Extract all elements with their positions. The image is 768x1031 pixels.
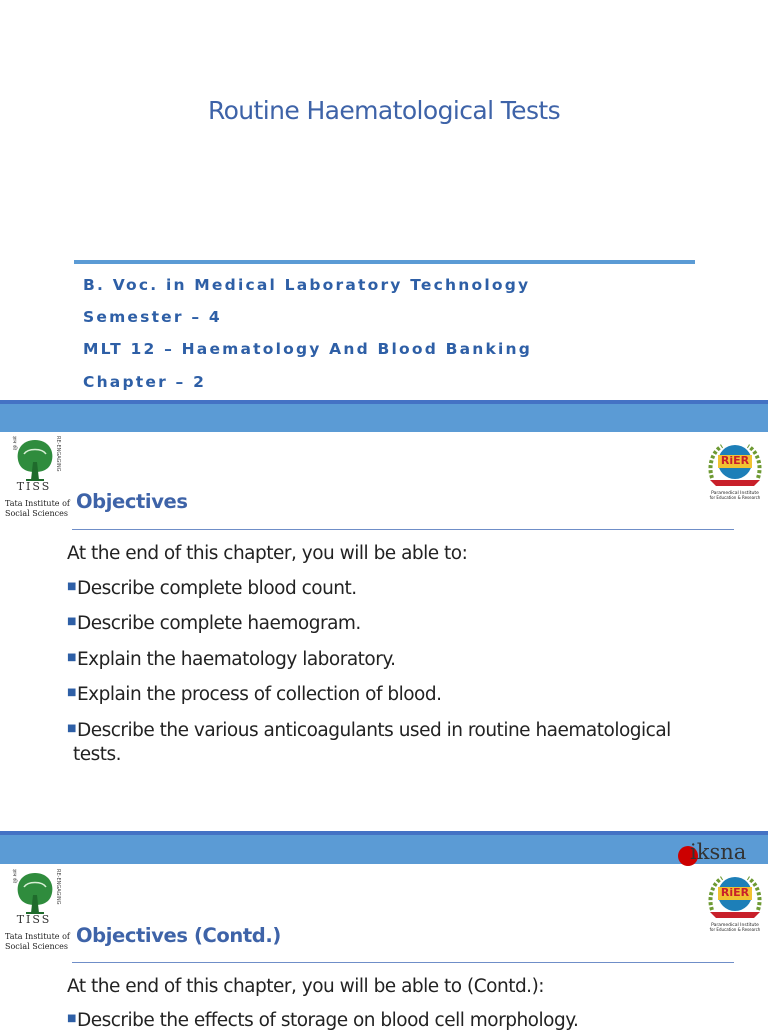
semester-line: Semester – 4	[83, 308, 222, 326]
svg-text:for Education & Research: for Education & Research	[709, 927, 761, 932]
svg-text:Paramedical Institute: Paramedical Institute	[711, 491, 759, 496]
objective-item: ■Describe complete haemogram.	[67, 613, 361, 634]
objectives-intro: At the end of this chapter, you will be able to:	[67, 543, 468, 564]
bullet-square-icon: ■	[67, 652, 76, 663]
svg-text:ज्ञान की: ज्ञान की	[11, 869, 17, 883]
svg-text:RE-ENGAGING: RE-ENGAGING	[55, 436, 61, 472]
slide-separator-band	[0, 835, 768, 864]
rier-wordmark: RiER	[720, 454, 750, 467]
rier-emblem-icon	[704, 870, 766, 932]
rier-emblem-icon	[704, 438, 766, 500]
objectives-contd-intro: At the end of this chapter, you will be able to (Contd.):	[67, 976, 545, 997]
bullet-square-icon: ■	[67, 723, 76, 734]
tiss-logo	[2, 865, 68, 955]
objective-item: ■Explain the process of collection of blood.	[67, 684, 442, 705]
rier-logo	[704, 438, 766, 500]
tiss-name-line2: Social Sciences	[5, 942, 68, 951]
slide-separator-band	[0, 404, 768, 432]
diksna-wordmark: iksna	[690, 840, 747, 864]
chapter-line: Chapter – 2	[83, 373, 207, 391]
svg-text:RE-ENGAGING: RE-ENGAGING	[55, 869, 61, 905]
module-line: MLT 12 – Haematology And Blood Banking	[83, 340, 533, 358]
course-line: B. Voc. in Medical Laboratory Technology	[83, 276, 531, 294]
bullet-square-icon: ■	[67, 687, 76, 698]
objective-item: ■Describe complete blood count.	[67, 578, 357, 599]
rier-logo	[704, 870, 766, 932]
objective-item: ■Describe the effects of storage on blood cell morphology.	[67, 1010, 579, 1031]
svg-text:ज्ञान की: ज्ञान की	[11, 436, 17, 450]
tiss-logo	[2, 432, 68, 522]
objectives-heading: Objectives	[76, 490, 188, 513]
objective-item: ■Describe the various anticoagulants used in routine haematological	[67, 720, 671, 741]
tiss-name-line2: Social Sciences	[5, 509, 68, 518]
bullet-square-icon: ■	[67, 1013, 76, 1024]
title-divider	[74, 260, 695, 264]
svg-text:for Education & Research: for Education & Research	[709, 495, 761, 500]
slide-title: Routine Haematological Tests	[207, 96, 561, 125]
objectives-contd-heading: Objectives (Contd.)	[76, 924, 281, 947]
objective-item-continuation: tests.	[73, 744, 122, 765]
tiss-abbreviation: TISS	[16, 913, 52, 926]
bullet-square-icon: ■	[67, 616, 76, 627]
tiss-abbreviation: TISS	[16, 480, 52, 493]
objective-item: ■Explain the haematology laboratory.	[67, 649, 396, 670]
tiss-name-line1: Tata Institute of	[5, 499, 70, 508]
bullet-square-icon: ■	[67, 581, 76, 592]
tiss-name-line1: Tata Institute of	[5, 932, 70, 941]
svg-text:Paramedical Institute: Paramedical Institute	[711, 923, 759, 928]
heading-underline	[72, 962, 734, 963]
rier-wordmark: RiER	[720, 886, 750, 899]
diksna-logo	[676, 840, 764, 870]
heading-underline	[72, 529, 734, 530]
